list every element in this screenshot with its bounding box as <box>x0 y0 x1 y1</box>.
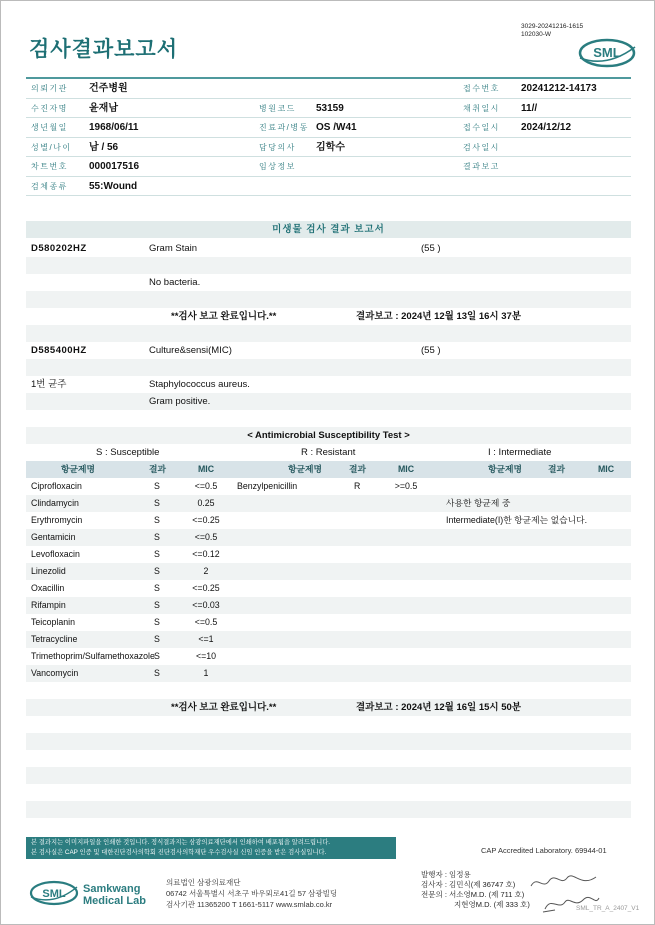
antibiotic-name: Benzylpenicillin <box>237 481 298 491</box>
ast-legend <box>26 444 631 461</box>
antibiotic-result: S <box>154 583 160 593</box>
antibiotic-result: S <box>154 549 160 559</box>
antibiotic-result: S <box>154 498 160 508</box>
antibiotic-name: Ciprofloxacin <box>31 481 82 491</box>
org-name-line2: Medical Lab <box>83 895 146 907</box>
org-name <box>83 883 146 907</box>
antibiotic-mic: <=0.5 <box>194 481 218 491</box>
info-value-chart-no: 000017516 <box>89 161 140 172</box>
antibiotic-result: S <box>154 617 160 627</box>
info-label-result-report: 결과보고 <box>463 162 500 171</box>
info-label-clinical-info: 임상정보 <box>259 162 296 171</box>
test2-header-line <box>26 342 631 359</box>
issuer-block <box>421 870 530 910</box>
test2-name: Culture&sensi(MIC) <box>149 345 232 356</box>
info-label-test-datetime: 검사일시 <box>463 142 500 152</box>
info-value-dept-ward: OS /W41 <box>316 122 357 133</box>
ast-row <box>26 580 631 597</box>
notice-line2: 본 검사실은 CAP 인증 및 대한진단검사의학회 진단검사의학재단 우수검사실 신임 인증을 받은 검사실입니다. <box>31 849 327 856</box>
ast-col-name: 항균제명 <box>488 464 522 474</box>
svg-text:SML: SML <box>42 888 66 900</box>
lab-address: 06742 서울특별시 서초구 바우뫼로41길 57 삼광빌딩 <box>166 889 338 898</box>
test1-reported-datetime: 결과보고 : 2024년 12월 13일 16시 37분 <box>356 311 521 322</box>
info-value-specimen-type: 55:Wound <box>89 180 138 192</box>
info-label-dept-ward: 진료과/병동 <box>259 123 309 132</box>
antibiotic-mic: 1 <box>203 668 209 678</box>
antibiotic-result: S <box>154 668 160 678</box>
info-value-sex-age: 남 / 56 <box>89 141 119 153</box>
info-value-collect-datetime: 11// <box>521 102 538 114</box>
ast-row <box>26 478 631 495</box>
antibiotic-mic: <=0.25 <box>192 583 220 593</box>
signature-icon <box>529 873 599 893</box>
sml-logo-icon <box>577 37 637 71</box>
info-row <box>26 157 631 177</box>
legend-susceptible: S : Susceptible <box>96 447 160 458</box>
info-value-receipt-no: 20241212-14173 <box>521 83 597 94</box>
antibiotic-name: Tetracycline <box>31 634 78 644</box>
test2-complete-line <box>26 699 631 716</box>
ast-title: < Antimicrobial Susceptibility Test > <box>247 430 410 441</box>
doc-ref-line1: 3029-20241216-1615 <box>521 23 584 30</box>
ast-header-row <box>26 461 631 478</box>
test2-gram-line <box>26 393 631 410</box>
antibiotic-name: Levofloxacin <box>31 549 80 559</box>
ast-row <box>26 546 631 563</box>
test2-organism-line <box>26 376 631 393</box>
info-value-doctor: 김학수 <box>316 141 345 153</box>
antibiotic-mic: <=1 <box>198 634 214 644</box>
info-label-collect-datetime: 채취일시 <box>463 103 500 113</box>
antibiotic-name: Linezolid <box>31 566 66 576</box>
ast-col-name: 항균제명 <box>288 464 322 474</box>
test1-header-line <box>26 240 631 257</box>
test1-name: Gram Stain <box>149 243 198 254</box>
svg-text:SML: SML <box>593 45 621 60</box>
lab-org: 의료법인 삼광의료재단 <box>166 878 241 887</box>
test1-result-line <box>26 274 631 291</box>
ast-col-result: 결과 <box>349 464 366 474</box>
antibiotic-mic: <=0.5 <box>194 617 218 627</box>
sml-footer-logo-icon <box>29 879 79 909</box>
ast-col-name: 항균제명 <box>61 464 95 474</box>
antibiotic-result: S <box>154 566 160 576</box>
notice-line1: 본 결과지는 이미지파일을 인쇄한 것입니다. 정식결과지는 삼광의료재단에서 인쇄하여 배포됨을 알려드립니다. <box>31 839 331 846</box>
ast-col-mic: MIC <box>197 464 215 474</box>
lab-contact: 검사기관 11365200 T 1661-5117 www.smlab.co.kr <box>166 900 333 909</box>
test2-specimen: (55 ) <box>421 345 441 356</box>
ast-row <box>26 563 631 580</box>
info-row <box>26 99 631 119</box>
ast-col-mic: MIC <box>397 464 415 474</box>
test1-specimen: (55 ) <box>421 243 441 254</box>
antibiotic-mic: <=0.5 <box>194 532 218 542</box>
form-code: SML_TR_A_2407_V1 <box>576 905 640 912</box>
cap-accreditation: CAP Accredited Laboratory. 69944-01 <box>481 846 607 855</box>
info-row <box>26 79 631 99</box>
ast-col-mic: MIC <box>597 464 615 474</box>
ast-row <box>26 529 631 546</box>
info-label-chart-no: 차트번호 <box>31 162 68 171</box>
antibiotic-mic: <=0.25 <box>192 515 220 525</box>
ast-note-line1: 사용한 항균제 중 <box>446 498 511 508</box>
antibiotic-mic: <=0.03 <box>192 600 220 610</box>
info-row <box>26 118 631 138</box>
info-value-patient-name: 윤재남 <box>89 102 118 114</box>
test1-result: No bacteria. <box>149 277 201 288</box>
antibiotic-name: Erythromycin <box>31 515 83 525</box>
info-value-receipt-datetime: 2024/12/12 <box>521 122 572 133</box>
section-band-title: 미생물 검사 결과 보고서 <box>26 221 631 238</box>
test2-gram: Gram positive. <box>149 396 211 407</box>
info-label-birthdate: 생년월일 <box>31 123 68 132</box>
org-name-line1: Samkwang <box>83 883 141 895</box>
antibiotic-result: S <box>154 634 160 644</box>
antibiotic-name: Teicoplanin <box>31 617 76 627</box>
info-label-receipt-datetime: 접수일시 <box>463 123 500 132</box>
report-body <box>26 240 631 835</box>
info-label-receipt-no: 접수번호 <box>463 84 500 93</box>
info-label-sex-age: 성별/나이 <box>31 142 72 152</box>
antibiotic-mic: <=0.12 <box>192 549 220 559</box>
legend-resistant: R : Resistant <box>301 447 356 458</box>
ast-row <box>26 648 631 665</box>
antibiotic-result: S <box>154 481 160 491</box>
patient-info-table <box>26 77 631 196</box>
doc-reference <box>521 23 583 39</box>
antibiotic-mic: 0.25 <box>197 498 215 508</box>
antibiotic-name: Gentamicin <box>31 532 76 542</box>
doc-ref-line2: 102030-W <box>521 31 551 38</box>
legend-intermediate: I : Intermediate <box>488 447 552 458</box>
test1-complete-line <box>26 308 631 325</box>
test1-complete-text: **검사 보고 완료입니다.** <box>171 311 277 322</box>
specialist1-line: 전문의 : 서소영M.D. (제 711 호) <box>421 890 525 899</box>
antibiotic-mic: >=0.5 <box>394 481 418 491</box>
antibiotic-result: S <box>154 532 160 542</box>
info-value-client: 건주병원 <box>89 83 128 94</box>
test2-isolate-label: 1번 균주 <box>31 379 67 390</box>
test2-organism: Staphylococcus aureus. <box>149 379 250 390</box>
info-label-hospital-code: 병원코드 <box>259 103 296 113</box>
antibiotic-name: Oxacillin <box>31 583 65 593</box>
info-label-specimen-type: 검체종류 <box>31 181 68 191</box>
ast-row <box>26 512 631 529</box>
lab-address-block <box>166 877 337 910</box>
antibiotic-name: Vancomycin <box>31 668 79 678</box>
info-row <box>26 138 631 158</box>
antibiotic-result: S <box>154 515 160 525</box>
antibiotic-mic: <=10 <box>195 651 217 661</box>
specialist2-line: 지현영M.D. (제 333 호) <box>454 900 530 909</box>
test2-complete-text: **검사 보고 완료입니다.** <box>171 702 277 713</box>
ast-col-result: 결과 <box>149 464 166 474</box>
antibiotic-mic: 2 <box>203 566 209 576</box>
antibiotic-result: S <box>154 651 160 661</box>
antibiotic-name: Clindamycin <box>31 498 79 508</box>
ast-col-result: 결과 <box>548 464 565 474</box>
antibiotic-name: Rifampin <box>31 600 66 610</box>
info-value-birthdate: 1968/06/11 <box>89 122 139 133</box>
info-label-patient-name: 수진자명 <box>31 103 68 113</box>
test2-reported-datetime: 결과보고 : 2024년 12월 16일 15시 50분 <box>356 702 521 713</box>
issuer-line: 발행자 : 임정용 <box>421 870 471 879</box>
info-value-hospital-code: 53159 <box>316 102 344 114</box>
antibiotic-name: Trimethoprim/Sulfamethoxazole <box>31 651 155 661</box>
antibiotic-result: R <box>354 481 361 491</box>
antibiotic-result: S <box>154 600 160 610</box>
examiner-line: 검사자 : 김민식(제 36747 호) <box>421 880 516 889</box>
test1-code: D580202HZ <box>31 243 87 254</box>
info-label-client: 의뢰기관 <box>31 84 68 93</box>
footer-notice-banner <box>26 837 396 859</box>
ast-row <box>26 665 631 682</box>
ast-row <box>26 597 631 614</box>
ast-row <box>26 614 631 631</box>
info-label-doctor: 담당의사 <box>259 142 296 152</box>
page-title: 검사결과보고서 <box>29 38 179 61</box>
info-row <box>26 177 631 197</box>
ast-row <box>26 495 631 512</box>
test2-code: D585400HZ <box>31 345 87 356</box>
ast-row <box>26 631 631 648</box>
ast-note-line2: Intermediate(I)한 항균제는 없습니다. <box>446 515 588 525</box>
